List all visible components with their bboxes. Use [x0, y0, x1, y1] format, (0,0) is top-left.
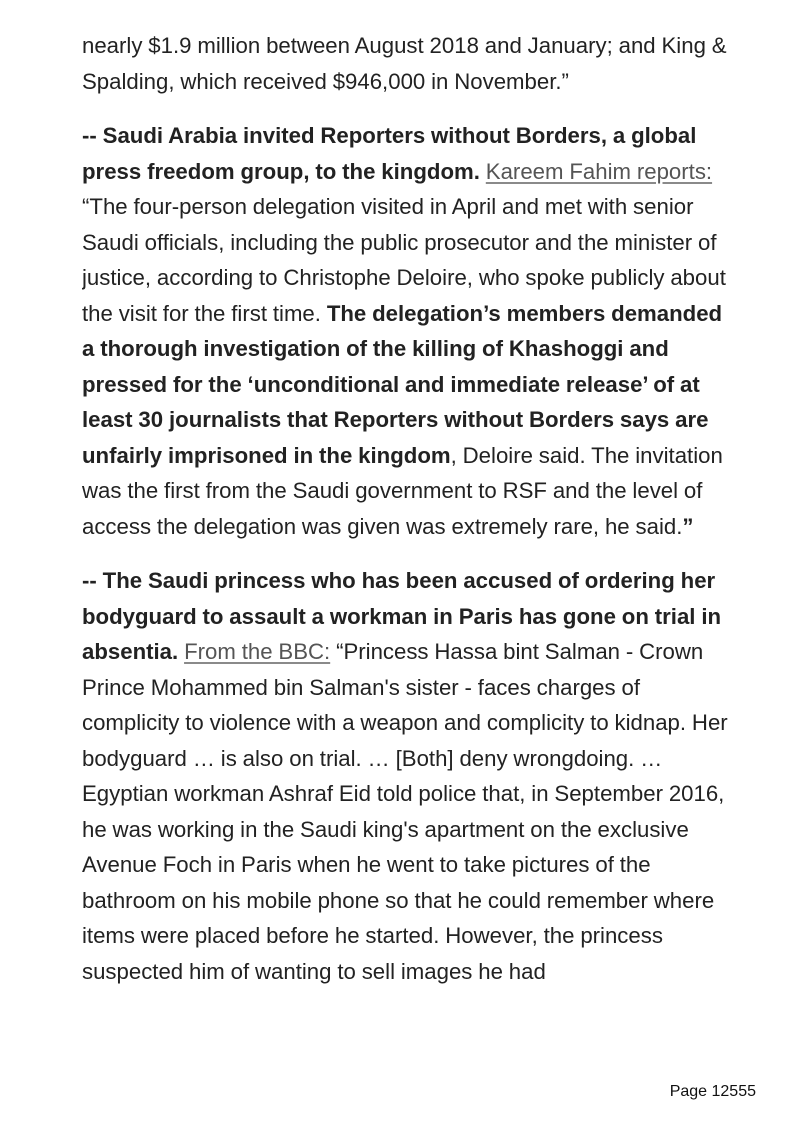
news-item-saudi-princess-trial: [82, 563, 732, 989]
news-item-reporters-without-borders: [82, 118, 732, 544]
quote-text-end: , Deloire said. The invitation was the first from the Saudi government to RSF and the level of access the delegation was given was extremely rare, he said.: [82, 442, 723, 539]
quote-emphasis: The delegation’s members demanded a thorough investigation of the killing of Khashoggi and pressed for the ‘unconditional and immediate release’ of at least 30 journalists that Reporters without Borders says are unfairly imprisoned in the kingdom: [82, 300, 723, 468]
news-headline: -- Saudi Arabia invited Reporters without Borders, a global press freedom group, to the kingdom.: [82, 123, 697, 184]
quote-text: “Princess Hassa bint Salman - Crown Prince Mohammed bin Salman's sister - faces charges of complicity to violence with a weapon and complicity to kidnap. Her bodyguard … is also on trial. … [Both] deny wrongdoing. … Egyptian workman Ashraf Eid told police that, in September 2016, he was working in the Saudi king's apartment on the exclusive Avenue Foch in Paris when he went to take pictures of the bathroom on his mobile phone so that he could remember where items were placed before he started. However, the princess suspected him of wanting to sell images he had: [82, 639, 728, 984]
document-body: [82, 0, 732, 1087]
closing-quote-mark: ”: [682, 513, 694, 539]
page-number: Page 12555: [669, 1083, 756, 1100]
news-headline: -- The Saudi princess who has been accused of ordering her bodyguard to assault a workman in Paris has gone on trial in absentia.: [82, 568, 722, 664]
paragraph-text: nearly $1.9 million between August 2018 and January; and King & Spalding, which received $946,000 in November.”: [82, 33, 727, 94]
paragraph-continuation: [82, 28, 732, 99]
source-link-bbc[interactable]: From the BBC:: [184, 639, 331, 664]
quote-text: “The four-person delegation visited in April and met with senior Saudi officials, including the public prosecutor and the minister of justice, according to Christophe Deloire, who spoke publicly about the visit for the first time.: [82, 194, 726, 326]
source-link-kareem-fahim[interactable]: Kareem Fahim reports:: [485, 158, 713, 184]
